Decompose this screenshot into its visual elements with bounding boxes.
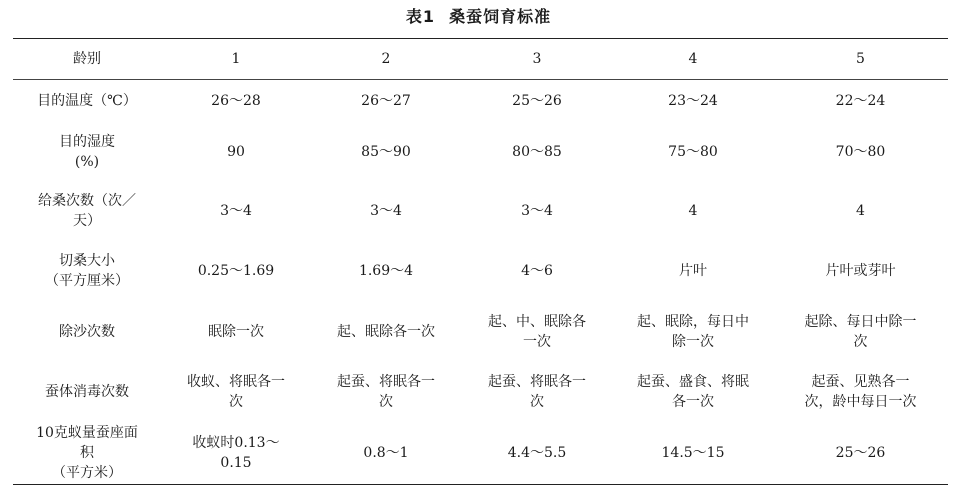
table-cell: 14.5～15 <box>661 445 725 461</box>
header-instar-5: 5 <box>856 51 865 67</box>
table-cell: 4～6 <box>521 263 553 279</box>
table-cell: 3～4 <box>370 203 402 219</box>
row-label: 除沙次数 <box>59 323 115 340</box>
table-cell: 85～90 <box>361 143 411 160</box>
row-label: 目的湿度 (%) <box>59 133 115 170</box>
header-row <box>13 39 948 80</box>
table-number: 表1 <box>405 7 436 26</box>
row-label: 给桑次数（次／ 天） <box>38 193 136 229</box>
table-title-text: 桑蚕饲育标准 <box>449 7 552 26</box>
table-cell: 3～4 <box>220 203 252 219</box>
table-row <box>13 422 948 485</box>
table-cell: 起蚕、将眠各一 次 <box>488 374 586 410</box>
table-cell: 起、眠除各一次 <box>337 323 435 340</box>
table-cell: 0.25～1.69 <box>197 263 275 279</box>
table-cell: 75～80 <box>668 143 718 160</box>
header-instar-3: 3 <box>532 51 542 67</box>
table-cell: 22～24 <box>835 93 886 109</box>
header-instar-1: 1 <box>231 51 241 67</box>
table-cell: 4 <box>856 203 865 219</box>
row-label: 10克蚁量蚕座面积 （平方米） <box>36 425 138 481</box>
table-cell: 起蚕、盛食、将眠 各一次 <box>637 374 749 410</box>
table-cell: 起蚕、见熟各一 次，龄中每日一次 <box>804 374 917 410</box>
table-cell: 90 <box>227 143 245 160</box>
table-cell: 收蚁、将眠各一 次 <box>187 374 285 410</box>
table-cell: 26～27 <box>361 93 411 109</box>
table-row <box>13 301 948 362</box>
header-label: 龄别 <box>73 51 101 67</box>
table-cell: 收蚁时0.13～ 0.15 <box>192 435 280 471</box>
row-label: 目的温度（℃） <box>37 93 137 109</box>
table-row <box>13 241 948 301</box>
table-cell: 起、眠除，每日中 除一次 <box>637 313 749 350</box>
row-label: 切桑大小 （平方厘米） <box>45 253 129 289</box>
table-cell: 25～26 <box>512 93 562 109</box>
table-cell: 1.69～4 <box>358 263 414 279</box>
table-cell: 0.8～1 <box>363 445 409 461</box>
table-cell: 起除、每日中除一 次 <box>804 313 917 350</box>
table-title <box>0 6 957 28</box>
row-label: 蚕体消毒次数 <box>45 384 129 400</box>
table-cell: 25～26 <box>835 445 886 461</box>
table-cell: 80～85 <box>512 143 562 160</box>
table-cell: 眠除一次 <box>208 323 264 340</box>
table-cell: 4.4～5.5 <box>507 445 567 461</box>
table-cell: 23～24 <box>668 93 718 109</box>
table-row <box>13 181 948 241</box>
table-cell: 70～80 <box>835 143 886 160</box>
table-cell: 3～4 <box>521 203 553 219</box>
table-row <box>13 122 948 181</box>
header-instar-4: 4 <box>688 51 698 67</box>
table-cell: 片叶 <box>679 263 707 279</box>
table-cell: 4 <box>688 203 698 219</box>
table-cell: 起、中、眠除各 一次 <box>488 313 586 350</box>
table-cell: 26～28 <box>211 93 261 109</box>
table-row <box>13 362 948 422</box>
table-cell: 片叶或芽叶 <box>825 263 896 279</box>
table-cell: 起蚕、将眠各一 次 <box>337 374 435 410</box>
rearing-standard-table <box>13 38 948 485</box>
table-row <box>13 80 948 123</box>
header-instar-2: 2 <box>381 51 391 67</box>
